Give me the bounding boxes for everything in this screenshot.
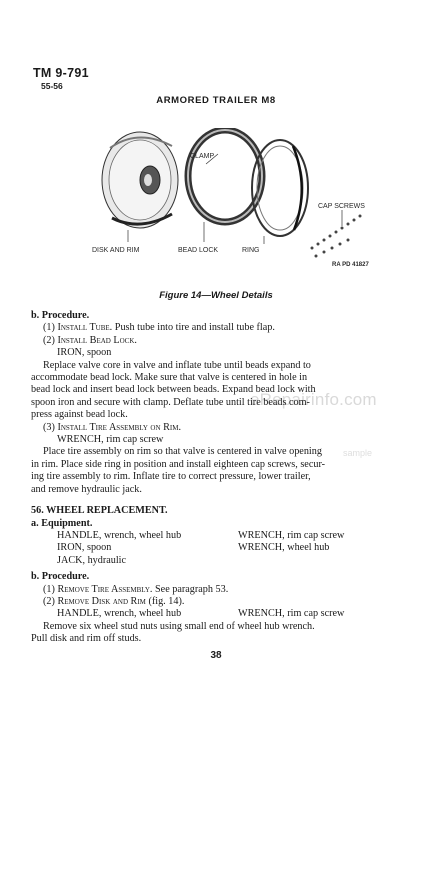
- step-install-tire-assembly: [31, 422, 413, 434]
- equipment-item: WRENCH, wheel hub: [238, 542, 330, 554]
- text-line: accommodate bead lock. Make sure that valve is centered in hole in: [31, 372, 308, 384]
- step-number: (1): [43, 322, 55, 334]
- text-line: Pull disk and rim off studs.: [31, 633, 142, 645]
- section-heading-wheel-replacement: 56. WHEEL REPLACEMENT.: [31, 505, 168, 517]
- procedure-heading: b. Procedure.: [31, 571, 90, 583]
- tool-line: IRON, spoon: [57, 347, 112, 359]
- step-text: See paragraph 53.: [155, 583, 229, 595]
- step-number: (2): [43, 334, 55, 346]
- ring-label: RING: [242, 247, 260, 254]
- text-line: Remove six wheel stud nuts using small end of wheel hub wrench.: [43, 620, 315, 632]
- step-remove-tire-assembly: [31, 584, 413, 596]
- step-tools: [31, 608, 413, 620]
- step-number: (3): [43, 421, 55, 433]
- running-head: ARMORED TRAILER M8: [156, 95, 276, 106]
- disk-and-rim-drawing: [102, 132, 178, 228]
- step-install-tube: [31, 322, 413, 334]
- text-line: in rim. Place side ring in position and install eighteen cap screws, secur-: [31, 458, 326, 470]
- step-title: Install Tube.: [57, 322, 113, 334]
- figure-caption: Figure 14—Wheel Details: [159, 290, 273, 301]
- step-title: Remove Disk and Rim: [57, 595, 146, 607]
- equipment-item: JACK, hydraulic: [57, 554, 127, 566]
- equipment-item: HANDLE, wrench, wheel hub: [57, 529, 182, 541]
- step-number: (2): [43, 595, 55, 607]
- text-line: Place tire assembly on rim so that valve is centered in valve opening: [43, 446, 322, 458]
- text-line: bead lock and insert bead lock between beads. Expand bead lock with: [31, 384, 316, 396]
- equipment-item: WRENCH, rim cap screw: [238, 529, 345, 541]
- step-title: Install Bead Lock.: [57, 334, 137, 346]
- disk-and-rim-label: DISK AND RIM: [92, 247, 140, 254]
- figure-code: RA PD 41827: [332, 262, 369, 268]
- wheel-details-figure: [88, 128, 384, 276]
- equipment-item: IRON, spoon: [57, 542, 112, 554]
- cap-screws-label: CAP SCREWS: [318, 203, 365, 210]
- page-number: 38: [210, 650, 222, 661]
- tool-line: WRENCH, rim cap screw: [57, 434, 164, 446]
- cap-screws-drawing: [311, 215, 362, 258]
- step-text: Push tube into tire and install tube flap.: [114, 322, 275, 334]
- step-number: (1): [43, 583, 55, 595]
- text-line: and remove hydraulic jack.: [31, 483, 142, 495]
- watermark: eRepairinfo.com: [250, 390, 377, 409]
- clamp-label: CLAMP: [190, 153, 215, 160]
- body-text: [31, 310, 413, 646]
- tool-line: WRENCH, rim cap screw: [238, 608, 345, 620]
- bead-lock-label: BEAD LOCK: [178, 247, 219, 254]
- bead-lock-drawing: [188, 130, 262, 222]
- manual-id: TM 9-791: [33, 66, 89, 80]
- equipment-heading: a. Equipment.: [31, 517, 93, 529]
- step-remove-disk-and-rim: [31, 596, 413, 608]
- wheel-details-illustration: [88, 128, 384, 276]
- procedure-heading: b. Procedure.: [31, 310, 90, 321]
- tool-line: HANDLE, wrench, wheel hub: [57, 608, 182, 620]
- text-line: spoon iron and secure with clamp. Deflate tube until tire beads com-: [31, 396, 310, 408]
- text-line: ing tire assembly to rim. Inflate tire to correct pressure, lower trailer,: [31, 471, 311, 483]
- step-install-bead-lock: [31, 335, 413, 347]
- watermark-sample: sample: [343, 448, 373, 458]
- equipment-list: [31, 530, 413, 567]
- step-ref: (fig. 14).: [148, 595, 185, 607]
- step-title: Remove Tire Assembly.: [57, 583, 153, 595]
- paragraph-range: 55-56: [41, 81, 63, 91]
- text-line: Replace valve core in valve and inflate tube until beads expand to: [43, 359, 311, 371]
- text-line: press against bead lock.: [31, 409, 128, 421]
- step-title: Install Tire Assembly on Rim.: [57, 421, 181, 433]
